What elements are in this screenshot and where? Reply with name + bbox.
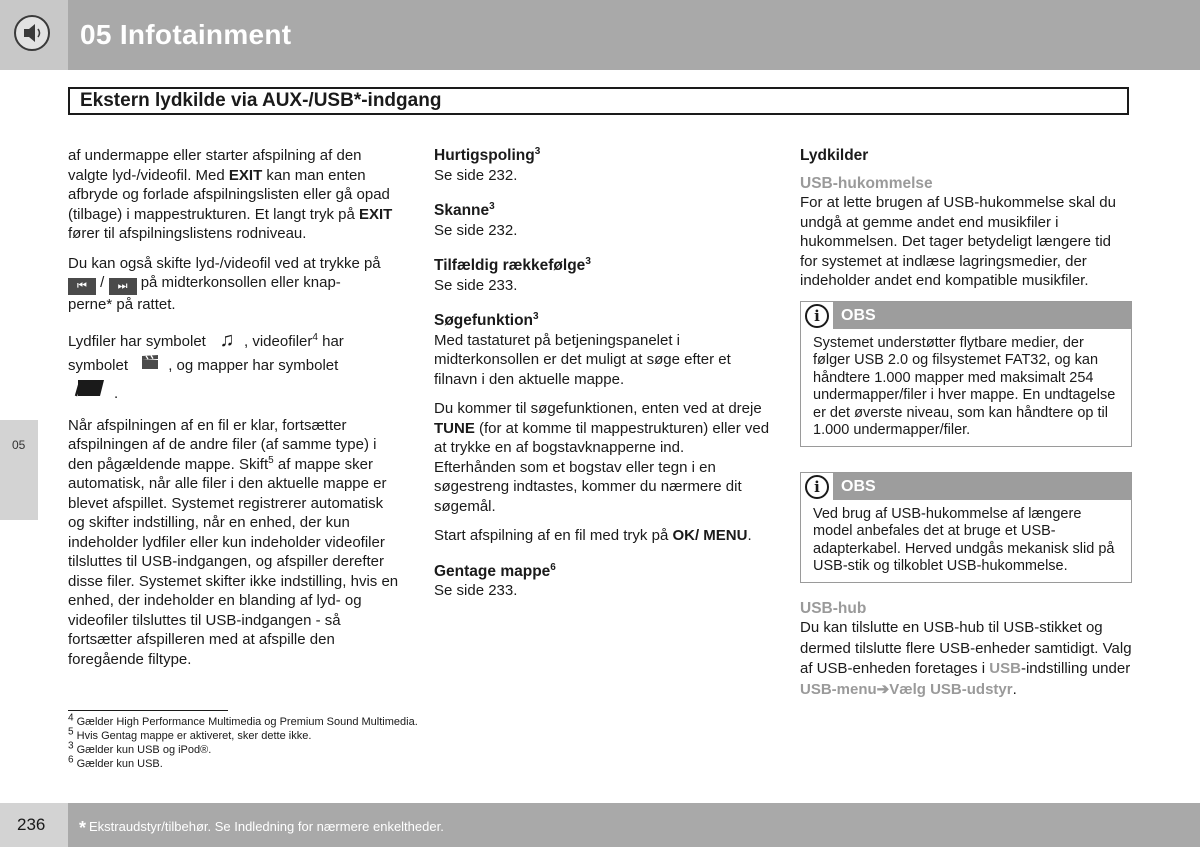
column-1: [68, 146, 403, 669]
heading-lydkilder: Lydkilder: [800, 147, 869, 164]
footnote-rule: [68, 710, 228, 711]
paragraph: Se side 232.: [434, 221, 518, 239]
page-number: 236: [17, 815, 46, 834]
heading-sogefunktion: Søgefunktion$^3$: [434, 310, 539, 329]
speaker-icon: [14, 15, 50, 51]
column-2: [434, 146, 770, 601]
paragraph: Se side 233.: [434, 276, 518, 294]
info-icon: i: [805, 304, 829, 328]
footnote: $^6$ Gælder kun USB.: [68, 754, 163, 770]
obs-label: OBS: [841, 477, 876, 495]
footnotes: [68, 712, 668, 771]
footnote: $^3$ Gælder kun USB og iPod®.: [68, 740, 212, 756]
paragraph: Lydfiler har symbolet ♫ , videofiler$^4$ har symbolet , og mapper har symbolet .: [68, 328, 403, 406]
heading-skanne: Skanne$^3$: [434, 200, 495, 219]
folder-icon: [68, 378, 114, 406]
paragraph: Du kan også skifte lyd-/videofil ved at trykke på ⏮ / ⏭ på midterkonsollen eller knap- perne* på rattet.: [68, 254, 381, 313]
chapter-title: 05 Infotainment: [80, 19, 292, 50]
paragraph: For at lette brugen af USB-hukommelse skal du undgå at gemme andet end musikfiler i hukommelsen. Det tager betydeligt længere tid for systemet at indlæse lagringsmedier, der indeholder andet end kompatible musikfiler.: [800, 194, 1116, 289]
footnote: $^5$ Hvis Gentag mappe er aktiveret, sker dette ikke.: [68, 726, 312, 742]
subheading-usb-hukommelse: USB-hukommelse: [800, 174, 933, 192]
video-clapper-icon: [132, 354, 168, 378]
heading-hurtigspoling: Hurtigspoling$^3$: [434, 145, 541, 164]
paragraph: Du kommer til søgefunktionen, enten ved at dreje TUNE (for at komme til mappestrukturen) eller ved at trykke en af bogstavknapperne ind. Efterhånden som et bogstav eller tegn i en søgestreng indtastes, kommer du nærmere dit søgemål.: [434, 400, 770, 515]
paragraph: Du kan tilslutte en USB-hub til USB-stikket og dermed tilslutte flere USB-enheder samtidigt. Valg af USB-enheden foretages i USB-indstilling under USB-menu➔Vælg USB-udstyr.: [800, 619, 1132, 698]
paragraph: Når afspilningen af en fil er klar, fortsætter afspilningen af de andre filer (af samme type) i den pågældende mappe. Skift$^5$ af mappe sker automatisk, når alle filer i den aktuelle mappe er blevet afspillet. Systemet registrerer automatisk og skifter indstilling, når en enhed, der kun indeholder lydfiler eller kun indeholder videofiler tilsluttes til USB-indgangen, og afspiller derefter disse filer. Systemet skifter ikke indstilling, hvis en enhed, der indeholder en blanding af lyd- og videofiler tilsluttes til USB-indgangen - så fortsætter afspilleren med at afspille den foregående filtype.: [68, 416, 399, 668]
chapter-side-tab-label: 05: [12, 438, 26, 452]
obs-label: OBS: [841, 306, 876, 324]
heading-tilfaeldig-raekkefolge: Tilfældig rækkefølge$^3$: [434, 255, 591, 274]
music-note-icon: ♫: [219, 328, 235, 351]
footer-note: * Ekstraudstyr/tilbehør. Se Indledning for nærmere enkeltheder.: [79, 818, 444, 838]
obs-text: Ved brug af USB-hukommelse af længere model anbefales det at bruge et USB-adapterkabel. Herved undgås mekanisk slid på USB-stik og tilkoblet USB-hukommelse.: [813, 505, 1115, 574]
paragraph: Med tastaturet på betjeningspanelet i midterkonsollen er det muligt at søge efter et filnavn i den aktuelle mappe.: [434, 331, 731, 388]
info-icon: i: [805, 475, 829, 499]
previous-track-icon: ⏮: [68, 278, 96, 295]
column-3: [800, 146, 1132, 700]
paragraph: Start afspilning af en fil med tryk på OK/ MENU.: [434, 527, 752, 544]
paragraph: Se side 232.: [434, 166, 518, 184]
obs-text: Systemet understøtter flytbare medier, der følger USB 2.0 og filsystemet FAT32, og kan håndtere 1.000 mapper med maksimalt 254 undermapper/filer i hver mappe. En undtagelse er det øverste niveau, som kan håndtere op til 1.000 undermapper/filer.: [813, 334, 1116, 438]
obs-note-box: [800, 472, 1132, 583]
footnote: $^4$ Gælder High Performance Multimedia og Premium Sound Multimedia.: [68, 712, 418, 728]
paragraph: af undermappe eller starter afspilning af den valgte lyd-/videofil. Med EXIT kan man enten afbryde og forlade afspilningslisten eller gå opad (tilbage) i mappestrukturen. Et langt tryk på EXIT fører til afspilningslistens rodniveau.: [68, 147, 393, 242]
next-track-icon: ⏭: [109, 278, 137, 295]
arrow-right-icon: ➔: [876, 680, 890, 698]
section-title: Ekstern lydkilde via AUX-/USB*-indgang: [80, 90, 442, 111]
paragraph: Se side 233.: [434, 582, 518, 599]
obs-note-box: [800, 301, 1132, 447]
obs-header: [801, 473, 1131, 500]
chapter-side-tab: [0, 420, 38, 520]
subheading-usb-hub: USB-hub: [800, 599, 867, 617]
obs-header: [801, 302, 1131, 329]
heading-gentage-mappe: Gentage mappe$^6$: [434, 561, 556, 580]
